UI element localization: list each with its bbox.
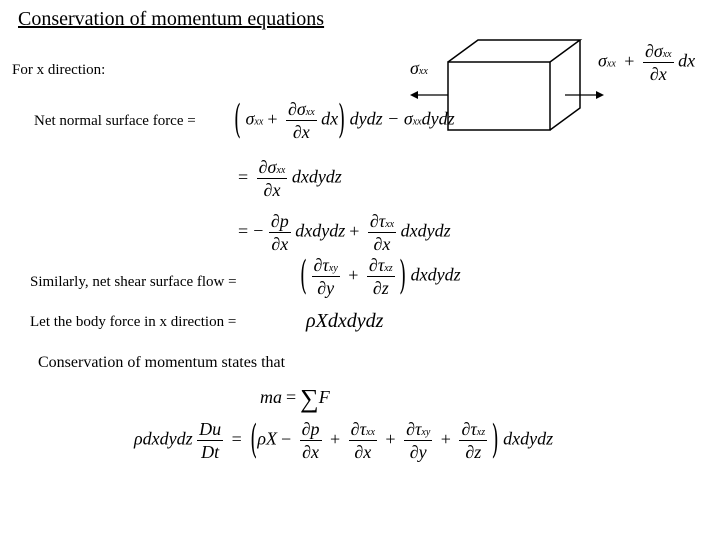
left-stress-label <box>410 58 428 79</box>
right-stress-expression: σxx + $\frac{\text{∂σxx}}{\partial x}$ dx <box>598 41 696 84</box>
cube-top-face <box>448 40 580 62</box>
left-stress-symbol: σ <box>410 58 419 78</box>
newton-law: ma = ∑F <box>260 384 330 413</box>
right-arrowhead <box>596 91 604 99</box>
x-direction-label: For x direction: <box>12 62 106 78</box>
slide-title: Conservation of momentum equations <box>18 8 325 30</box>
cube-right-face <box>550 40 580 130</box>
body-force-equation: ρXdxdydz <box>306 310 384 332</box>
normal-step-3: = − $\frac{\partial p}{\partial x}$ dxdydz + $\frac{\text{∂τxx}}{\partial x}$ dxdydz <box>238 211 451 254</box>
cube-front-face <box>448 62 550 130</box>
net-normal-label: Net normal surface force = <box>34 113 196 129</box>
body-force-label: Let the body force in x direction = <box>30 314 237 330</box>
states-label: Conservation of momentum states that <box>38 354 286 371</box>
momentum-equation: ρdxdydz $\frac{Du}{Dt}$ = (ρX − $\frac{\partial p}{\partial x}$ + $\frac{\text{∂τxx}}{\partial x}$ + $\frac{\text{∂τxy}}{\partial y}$ + $\frac{\text{∂τxz}}{\partial z}$ ) dxdydz <box>134 417 554 464</box>
right-stress-symbol: σ <box>598 50 607 71</box>
left-stress-sub: xx <box>418 66 428 77</box>
net-normal-equation: ( σxx + $\frac{\text{∂σxx}}{\partial x}$ dx) dydz − σxxdydz <box>234 97 455 144</box>
shear-equation: ( $\frac{\text{∂τxy}}{\partial y}$ + $\frac{\text{∂τxz}}{\partial z}$ ) dxdydz <box>300 253 461 300</box>
left-arrowhead <box>410 91 418 99</box>
normal-step-2: = $\frac{\text{∂σxx}}{\partial x}$ dxdydz <box>238 157 342 200</box>
right-stress-sub: xx <box>606 58 616 70</box>
shear-label: Similarly, net shear surface flow = <box>30 274 237 290</box>
